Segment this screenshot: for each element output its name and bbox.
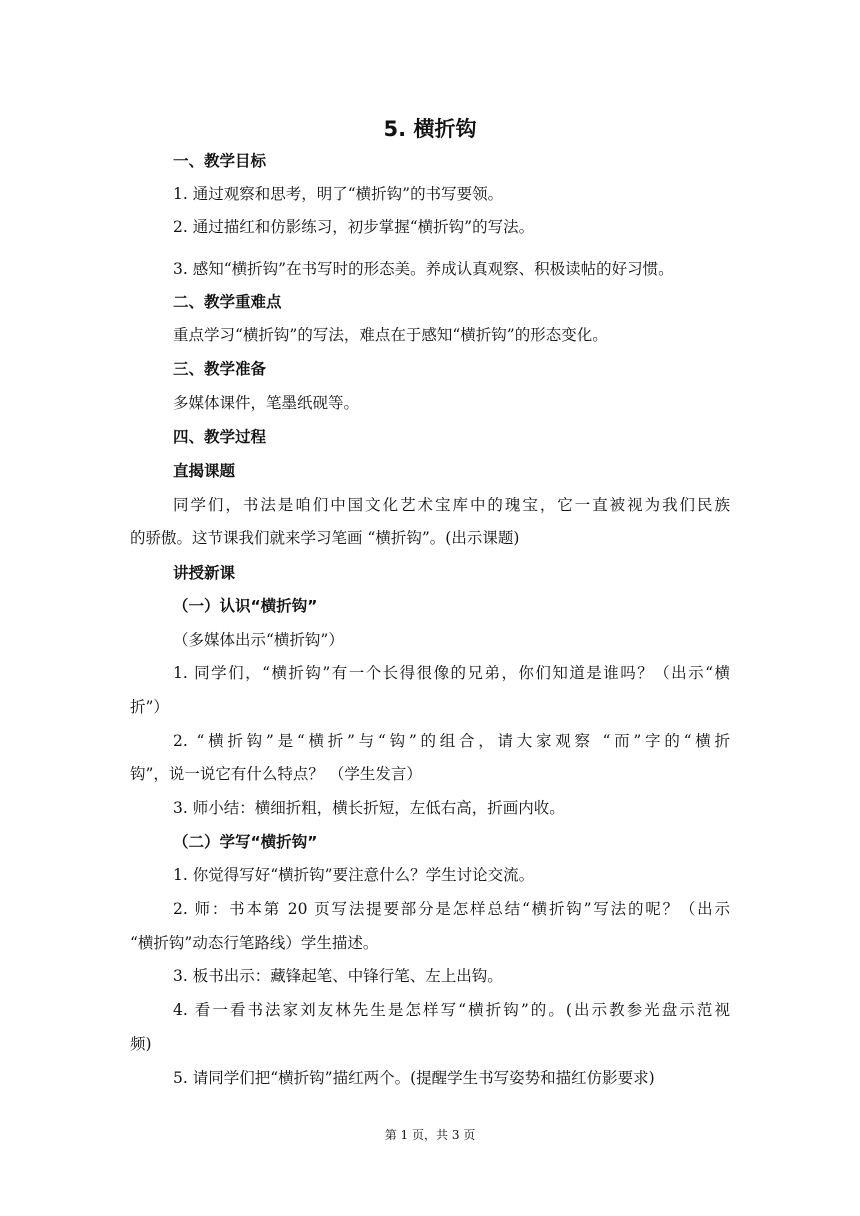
part1-item3: 3. 师小结：横细折粗，横长折短，左低右高，折画内收。 <box>173 799 565 817</box>
goal-3: 3. 感知“横折钩”在书写时的形态美。养成认真观察、积极读帖的好习惯。 <box>173 260 674 278</box>
part2-item5: 5. 请同学们把“横折钩”描红两个。(提醒学生书写姿势和描红仿影要求) <box>173 1069 655 1087</box>
page-footer: 第 1 页，共 3 页 <box>384 1128 476 1142</box>
part2-item1: 1. 你觉得写好“横折钩”要注意什么？学生讨论交流。 <box>173 866 535 884</box>
goal-1: 1. 通过观察和思考，明了“横折钩”的书写要领。 <box>173 185 504 203</box>
preparation-text: 多媒体课件，笔墨纸砚等。 <box>173 394 360 412</box>
part1-item2-line2: 钩”，说一说它有什么特点？ （学生发言） <box>130 765 422 783</box>
heading-key-points: 二、教学重难点 <box>173 293 282 311</box>
heading-process: 四、教学过程 <box>173 428 267 446</box>
part1-note: （多媒体出示“横折钩”） <box>173 631 344 649</box>
key-points-text: 重点学习“横折钩”的写法，难点在于感知“横折钩”的形态变化。 <box>173 326 608 344</box>
goal-2: 2. 通过描红和仿影练习，初步掌握“横折钩”的写法。 <box>173 218 535 236</box>
heading-preparation: 三、教学准备 <box>173 360 267 378</box>
part2-item4-line2: 频) <box>130 1035 152 1053</box>
intro-paragraph-line1: 同学们，书法是咱们中国文化艺术宝库中的瑰宝，它一直被视为我们民族 <box>173 496 730 514</box>
heading-teaching-goals: 一、教学目标 <box>173 152 267 170</box>
part2-item2-line1: 2. 师：书本第 20 页写法提要部分是怎样总结“横折钩”写法的呢？（出示 <box>173 900 730 918</box>
document-title: 5. 横折钩 <box>383 117 477 141</box>
heading-intro: 直揭课题 <box>173 462 236 480</box>
part1-item1-line1: 1. 同学们，“横折钩”有一个长得很像的兄弟，你们知道是谁吗？（出示“横 <box>173 664 730 682</box>
heading-new-lesson: 讲授新课 <box>173 564 236 582</box>
part2-item2-line2: “横折钩”动态行笔路线）学生描述。 <box>130 934 379 952</box>
part2-item3: 3. 板书出示：藏锋起笔、中锋行笔、左上出钩。 <box>173 967 503 985</box>
heading-part-2: （二）学写“横折钩” <box>173 833 318 851</box>
intro-paragraph-line2: 的骄傲。这节课我们就来学习笔画 “横折钩”。(出示课题) <box>130 529 520 547</box>
part1-item2-line1: 2. “横折钩”是“横折”与“钩”的组合，请大家观察 “而”字的“横折 <box>173 732 730 750</box>
part2-item4-line1: 4. 看一看书法家刘友林先生是怎样写“横折钩”的。(出示教参光盘示范视 <box>173 1001 730 1019</box>
part1-item1-line2: 折”） <box>130 698 169 716</box>
heading-part-1: （一）认识“横折钩” <box>173 597 318 615</box>
